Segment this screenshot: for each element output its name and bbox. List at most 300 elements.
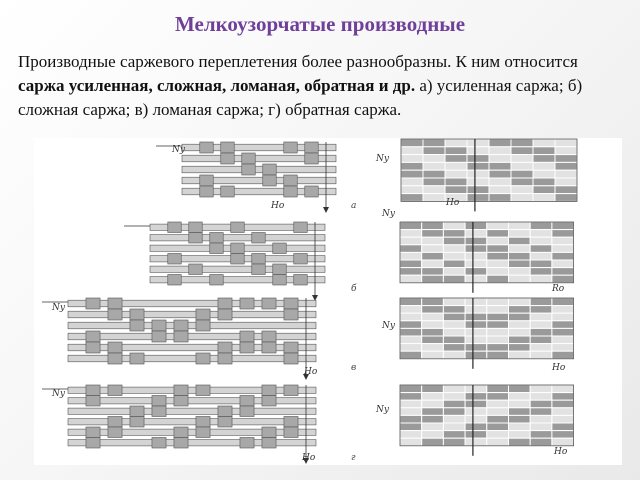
grid-a-cell — [401, 147, 423, 155]
weave-b-warp — [294, 254, 307, 265]
weave-d-warp — [174, 438, 188, 449]
grid-b-cell — [487, 245, 509, 253]
weave-c-weft — [68, 333, 316, 340]
grid-d-cell — [509, 423, 531, 431]
grid-c-cell — [400, 344, 422, 352]
weave-c-warp — [130, 353, 144, 364]
weave-figure-svg — [34, 138, 622, 465]
grid-c-cell — [422, 321, 444, 329]
grid-a-cell — [511, 186, 533, 194]
grid-a-cell — [423, 139, 445, 147]
grid-c-cell — [443, 351, 465, 359]
weave-a-warp — [200, 186, 213, 197]
weave-b-warp — [273, 275, 286, 286]
weave-c-warp — [108, 353, 122, 364]
grid-d-cell — [552, 438, 574, 446]
grid-c-cell — [487, 306, 509, 314]
weave-a-arrow-head — [323, 207, 329, 213]
weave-d-warp — [218, 417, 232, 428]
weave-c-warp — [130, 309, 144, 320]
grid-c-cell — [443, 336, 465, 344]
weave-d-warp — [130, 406, 144, 417]
grid-a-cell — [401, 139, 423, 147]
grid-b-cell — [443, 275, 465, 283]
body-text-part-1: Производные саржевого переплетения более разнообразны. К ним относится — [18, 52, 578, 71]
grid-a-cell — [555, 170, 577, 178]
grid-b-cell — [443, 260, 465, 268]
grid-b-cell — [530, 252, 552, 260]
weave-d-warp — [262, 396, 276, 407]
grid-d-cell — [552, 431, 574, 439]
grid-a-cell — [423, 186, 445, 194]
grid-b-cell — [443, 222, 465, 230]
weave-b-warp — [168, 254, 181, 265]
grid-a-cell — [445, 170, 467, 178]
grid-b-cell — [422, 252, 444, 260]
sublabel-b: б — [351, 284, 357, 294]
grid-d-cell — [487, 400, 509, 408]
grid-b-cell — [530, 260, 552, 268]
weave-b-warp — [168, 275, 181, 286]
grid-b-cell — [509, 252, 531, 260]
weave-c-warp — [218, 342, 232, 353]
grid-b-cell — [530, 245, 552, 253]
slide-body-text — [18, 50, 622, 122]
grid-a-cell — [555, 139, 577, 147]
grid-d-cell — [465, 408, 487, 416]
grid-b-cell — [487, 230, 509, 238]
grid-d-cell — [443, 423, 465, 431]
grid-b-cell — [552, 230, 574, 238]
grid-a-cell — [511, 147, 533, 155]
grid-d-cell — [443, 415, 465, 423]
weave-d-warp — [174, 385, 188, 396]
weave-a-warp — [221, 186, 234, 197]
weave-c-weft — [68, 355, 316, 362]
grid-a-cell — [401, 162, 423, 170]
label-no-d: Ho — [302, 453, 316, 463]
grid-b-cell — [552, 252, 574, 260]
grid-a-cell — [445, 186, 467, 194]
grid-c-cell — [552, 298, 574, 306]
grid-d-cell — [509, 415, 531, 423]
grid-c-cell — [400, 313, 422, 321]
weave-c-warp — [196, 320, 210, 331]
grid-b-cell — [400, 222, 422, 230]
grid-d-cell — [422, 408, 444, 416]
weave-d-warp — [284, 385, 298, 396]
grid-b-cell — [530, 237, 552, 245]
grid-a-cell — [489, 147, 511, 155]
grid-c-cell — [509, 306, 531, 314]
weave-b-warp — [189, 233, 202, 244]
grid-b-cell — [552, 275, 574, 283]
weave-b-warp — [168, 222, 181, 233]
weave-c-warp — [240, 342, 254, 353]
weave-a-warp — [242, 153, 255, 164]
weave-d-warp — [174, 427, 188, 438]
weave-c-warp — [284, 353, 298, 364]
weave-c-warp — [218, 309, 232, 320]
weave-c-warp — [218, 298, 232, 309]
grid-a-cell — [445, 155, 467, 163]
grid-b-cell — [400, 260, 422, 268]
grid-b-cell — [443, 237, 465, 245]
grid-d-cell — [530, 408, 552, 416]
label-ny-grid-b: Ny — [382, 209, 395, 219]
grid-d-cell — [422, 423, 444, 431]
grid-b-cell — [509, 237, 531, 245]
grid-c-cell — [487, 313, 509, 321]
weave-b-warp — [189, 264, 202, 275]
weave-b-warp — [210, 243, 223, 254]
grid-a-cell — [533, 155, 555, 163]
grid-c-cell — [422, 328, 444, 336]
grid-c-cell — [443, 344, 465, 352]
grid-a-cell — [533, 170, 555, 178]
weave-d-warp — [262, 427, 276, 438]
grid-a-cell — [489, 162, 511, 170]
weave-b-warp — [231, 222, 244, 233]
grid-a-cell — [533, 139, 555, 147]
weave-d-warp — [108, 385, 122, 396]
grid-b-cell — [465, 245, 487, 253]
grid-b-cell — [422, 222, 444, 230]
grid-c-cell — [530, 336, 552, 344]
weave-diagram-b — [124, 222, 325, 301]
grid-d-cell — [552, 385, 574, 393]
weave-c-warp — [130, 320, 144, 331]
grid-d-cell — [552, 415, 574, 423]
grid-a-cell — [467, 170, 489, 178]
weave-figure — [34, 138, 622, 465]
grid-d-cell — [400, 423, 422, 431]
grid-c-cell — [509, 336, 531, 344]
grid-b-cell — [422, 275, 444, 283]
label-no-a: Ho — [271, 201, 285, 211]
weave-d-warp — [86, 385, 100, 396]
grid-d-cell — [552, 393, 574, 401]
grid-a-cell — [489, 155, 511, 163]
grid-d-cell — [465, 393, 487, 401]
grid-d-cell — [422, 400, 444, 408]
grid-d-cell — [400, 408, 422, 416]
weave-d-warp — [108, 427, 122, 438]
weave-a-warp — [263, 175, 276, 186]
grid-d-cell — [400, 393, 422, 401]
grid-d-cell — [422, 415, 444, 423]
grid-d-cell — [465, 431, 487, 439]
weave-d-warp — [86, 396, 100, 407]
grid-d-cell — [487, 431, 509, 439]
grid-c-cell — [509, 313, 531, 321]
grid-d-cell — [400, 415, 422, 423]
weave-d-warp — [218, 406, 232, 417]
weave-diagram-a — [156, 142, 336, 213]
grid-a-cell — [555, 186, 577, 194]
grid-d-cell — [487, 438, 509, 446]
grid-d-cell — [509, 408, 531, 416]
weave-b-warp — [273, 264, 286, 275]
grid-d-cell — [530, 400, 552, 408]
grid-d-cell — [487, 423, 509, 431]
grid-d-cell — [487, 408, 509, 416]
grid-b-cell — [465, 230, 487, 238]
weave-d-weft — [68, 440, 316, 446]
grid-c-cell — [487, 344, 509, 352]
weave-a-warp — [305, 153, 318, 164]
weave-a-warp — [284, 175, 297, 186]
grid-b-cell — [552, 268, 574, 276]
grid-a-cell — [555, 162, 577, 170]
weave-a-warp — [284, 186, 297, 197]
grid-b-cell — [509, 245, 531, 253]
weave-d-weft — [68, 398, 316, 404]
weave-grid-a — [375, 139, 577, 211]
weave-c-warp — [284, 309, 298, 320]
grid-b-cell — [400, 275, 422, 283]
grid-d-cell — [422, 393, 444, 401]
grid-b-cell — [443, 268, 465, 276]
weave-c-warp — [284, 342, 298, 353]
grid-d-cell — [530, 415, 552, 423]
grid-d-cell — [422, 438, 444, 446]
grid-d-cell — [552, 423, 574, 431]
weave-d-warp — [86, 438, 100, 449]
grid-d-cell — [487, 385, 509, 393]
grid-b-cell — [509, 268, 531, 276]
grid-a-cell — [445, 178, 467, 186]
grid-c-cell — [422, 336, 444, 344]
grid-c-cell — [465, 321, 487, 329]
slide-title: Мелкоузорчатые производные — [174, 12, 466, 36]
grid-d-cell — [552, 400, 574, 408]
grid-b-cell — [400, 268, 422, 276]
grid-c-cell — [509, 351, 531, 359]
weave-b-warp — [273, 243, 286, 254]
weave-c-warp — [108, 298, 122, 309]
weave-a-warp — [305, 142, 318, 153]
grid-a-cell — [533, 186, 555, 194]
weave-c-warp — [218, 353, 232, 364]
grid-d-cell — [509, 438, 531, 446]
grid-d-cell — [530, 438, 552, 446]
weave-c-weft — [68, 300, 316, 307]
grid-d-cell — [400, 385, 422, 393]
weave-b-warp — [252, 264, 265, 275]
grid-c-cell — [465, 313, 487, 321]
grid-d-cell — [443, 408, 465, 416]
weave-c-warp — [196, 353, 210, 364]
grid-c-cell — [552, 336, 574, 344]
grid-a-cell — [445, 139, 467, 147]
grid-c-cell — [530, 313, 552, 321]
grid-c-cell — [443, 328, 465, 336]
grid-b-cell — [400, 237, 422, 245]
grid-b-cell — [443, 230, 465, 238]
grid-c-cell — [465, 351, 487, 359]
grid-a-cell — [555, 178, 577, 186]
grid-d-cell — [509, 393, 531, 401]
grid-c-cell — [552, 306, 574, 314]
grid-c-cell — [487, 298, 509, 306]
grid-b-cell — [400, 230, 422, 238]
grid-c-cell — [465, 336, 487, 344]
label-ny-grid-d: Ny — [376, 405, 389, 415]
grid-b-cell — [530, 275, 552, 283]
grid-a-cell — [489, 186, 511, 194]
weave-c-weft — [68, 322, 316, 329]
grid-b-cell — [487, 222, 509, 230]
weave-d-warp — [262, 438, 276, 449]
grid-c-cell — [443, 321, 465, 329]
grid-b-cell — [487, 260, 509, 268]
grid-c-cell — [552, 344, 574, 352]
grid-d-cell — [443, 385, 465, 393]
grid-a-cell — [401, 194, 423, 202]
weave-grid-b — [381, 209, 574, 294]
grid-c-cell — [465, 306, 487, 314]
grid-d-cell — [465, 385, 487, 393]
grid-c-cell — [400, 321, 422, 329]
weave-a-warp — [200, 175, 213, 186]
grid-c-cell — [400, 336, 422, 344]
weave-d-warp — [196, 427, 210, 438]
weave-c-warp — [174, 331, 188, 342]
grid-b-cell — [422, 230, 444, 238]
grid-b-cell — [400, 245, 422, 253]
weave-d-warp — [262, 385, 276, 396]
weave-d-warp — [152, 438, 166, 449]
grid-d-cell — [509, 431, 531, 439]
grid-d-cell — [443, 431, 465, 439]
grid-c-cell — [400, 306, 422, 314]
grid-a-cell — [467, 155, 489, 163]
weave-c-warp — [108, 342, 122, 353]
weave-a-warp — [263, 164, 276, 175]
weave-c-weft — [68, 344, 316, 351]
grid-b-cell — [465, 275, 487, 283]
grid-a-cell — [467, 139, 489, 147]
grid-c-cell — [487, 328, 509, 336]
grid-a-cell — [533, 178, 555, 186]
grid-c-cell — [400, 351, 422, 359]
grid-a-cell — [511, 162, 533, 170]
grid-a-cell — [555, 155, 577, 163]
grid-c-cell — [487, 336, 509, 344]
grid-a-cell — [401, 186, 423, 194]
grid-d-cell — [465, 438, 487, 446]
weave-b-weft — [150, 266, 325, 272]
weave-d-warp — [284, 427, 298, 438]
weave-b-weft — [150, 235, 325, 241]
weave-c-warp — [86, 298, 100, 309]
weave-b-warp — [210, 233, 223, 244]
grid-c-cell — [530, 321, 552, 329]
grid-c-cell — [422, 298, 444, 306]
weave-d-weft — [68, 419, 316, 425]
grid-c-cell — [400, 298, 422, 306]
grid-b-cell — [487, 237, 509, 245]
grid-d-cell — [552, 408, 574, 416]
grid-d-cell — [465, 415, 487, 423]
grid-b-cell — [465, 260, 487, 268]
grid-d-cell — [422, 431, 444, 439]
grid-a-cell — [555, 194, 577, 202]
grid-d-cell — [443, 393, 465, 401]
weave-d-warp — [240, 438, 254, 449]
grid-b-cell — [552, 237, 574, 245]
grid-a-cell — [467, 147, 489, 155]
grid-a-cell — [467, 162, 489, 170]
grid-c-cell — [552, 328, 574, 336]
grid-d-cell — [530, 385, 552, 393]
grid-b-cell — [530, 230, 552, 238]
grid-a-cell — [489, 170, 511, 178]
weave-a-warp — [284, 142, 297, 153]
grid-a-cell — [445, 147, 467, 155]
weave-c-warp — [240, 331, 254, 342]
weave-d-warp — [130, 417, 144, 428]
weave-b-warp — [252, 254, 265, 265]
weave-b-warp — [231, 243, 244, 254]
sublabel-g: г — [351, 453, 356, 463]
grid-a-cell — [533, 194, 555, 202]
grid-a-cell — [467, 186, 489, 194]
grid-a-cell — [555, 147, 577, 155]
grid-a-cell — [401, 170, 423, 178]
grid-b-cell — [552, 245, 574, 253]
grid-b-cell — [487, 268, 509, 276]
grid-b-cell — [509, 222, 531, 230]
weave-d-weft — [68, 408, 316, 414]
grid-b-cell — [422, 245, 444, 253]
grid-b-cell — [465, 252, 487, 260]
weave-diagram-d — [42, 385, 316, 464]
grid-d-cell — [487, 393, 509, 401]
weave-c-warp — [284, 298, 298, 309]
grid-d-cell — [509, 385, 531, 393]
weave-d-weft — [68, 429, 316, 435]
grid-b-cell — [509, 275, 531, 283]
grid-c-cell — [465, 344, 487, 352]
grid-c-cell — [422, 344, 444, 352]
label-ny-grid-c: Ny — [382, 321, 395, 331]
grid-a-cell — [445, 162, 467, 170]
body-text-bold: саржа усиленная, сложная, ломаная, обратная и др. — [18, 76, 416, 95]
grid-b-cell — [487, 275, 509, 283]
grid-a-cell — [423, 155, 445, 163]
weave-d-warp — [174, 396, 188, 407]
grid-b-cell — [509, 230, 531, 238]
grid-c-cell — [422, 313, 444, 321]
grid-a-cell — [423, 170, 445, 178]
grid-b-cell — [465, 268, 487, 276]
weave-grid-c — [381, 298, 574, 373]
grid-c-cell — [552, 321, 574, 329]
grid-d-cell — [465, 400, 487, 408]
grid-a-cell — [511, 139, 533, 147]
grid-d-cell — [487, 415, 509, 423]
grid-b-cell — [465, 222, 487, 230]
weave-d-warp — [86, 427, 100, 438]
weave-c-warp — [196, 309, 210, 320]
grid-d-cell — [509, 400, 531, 408]
grid-c-cell — [509, 344, 531, 352]
sublabel-v: в — [351, 363, 357, 373]
weave-grid-d — [375, 385, 574, 457]
grid-c-cell — [509, 321, 531, 329]
